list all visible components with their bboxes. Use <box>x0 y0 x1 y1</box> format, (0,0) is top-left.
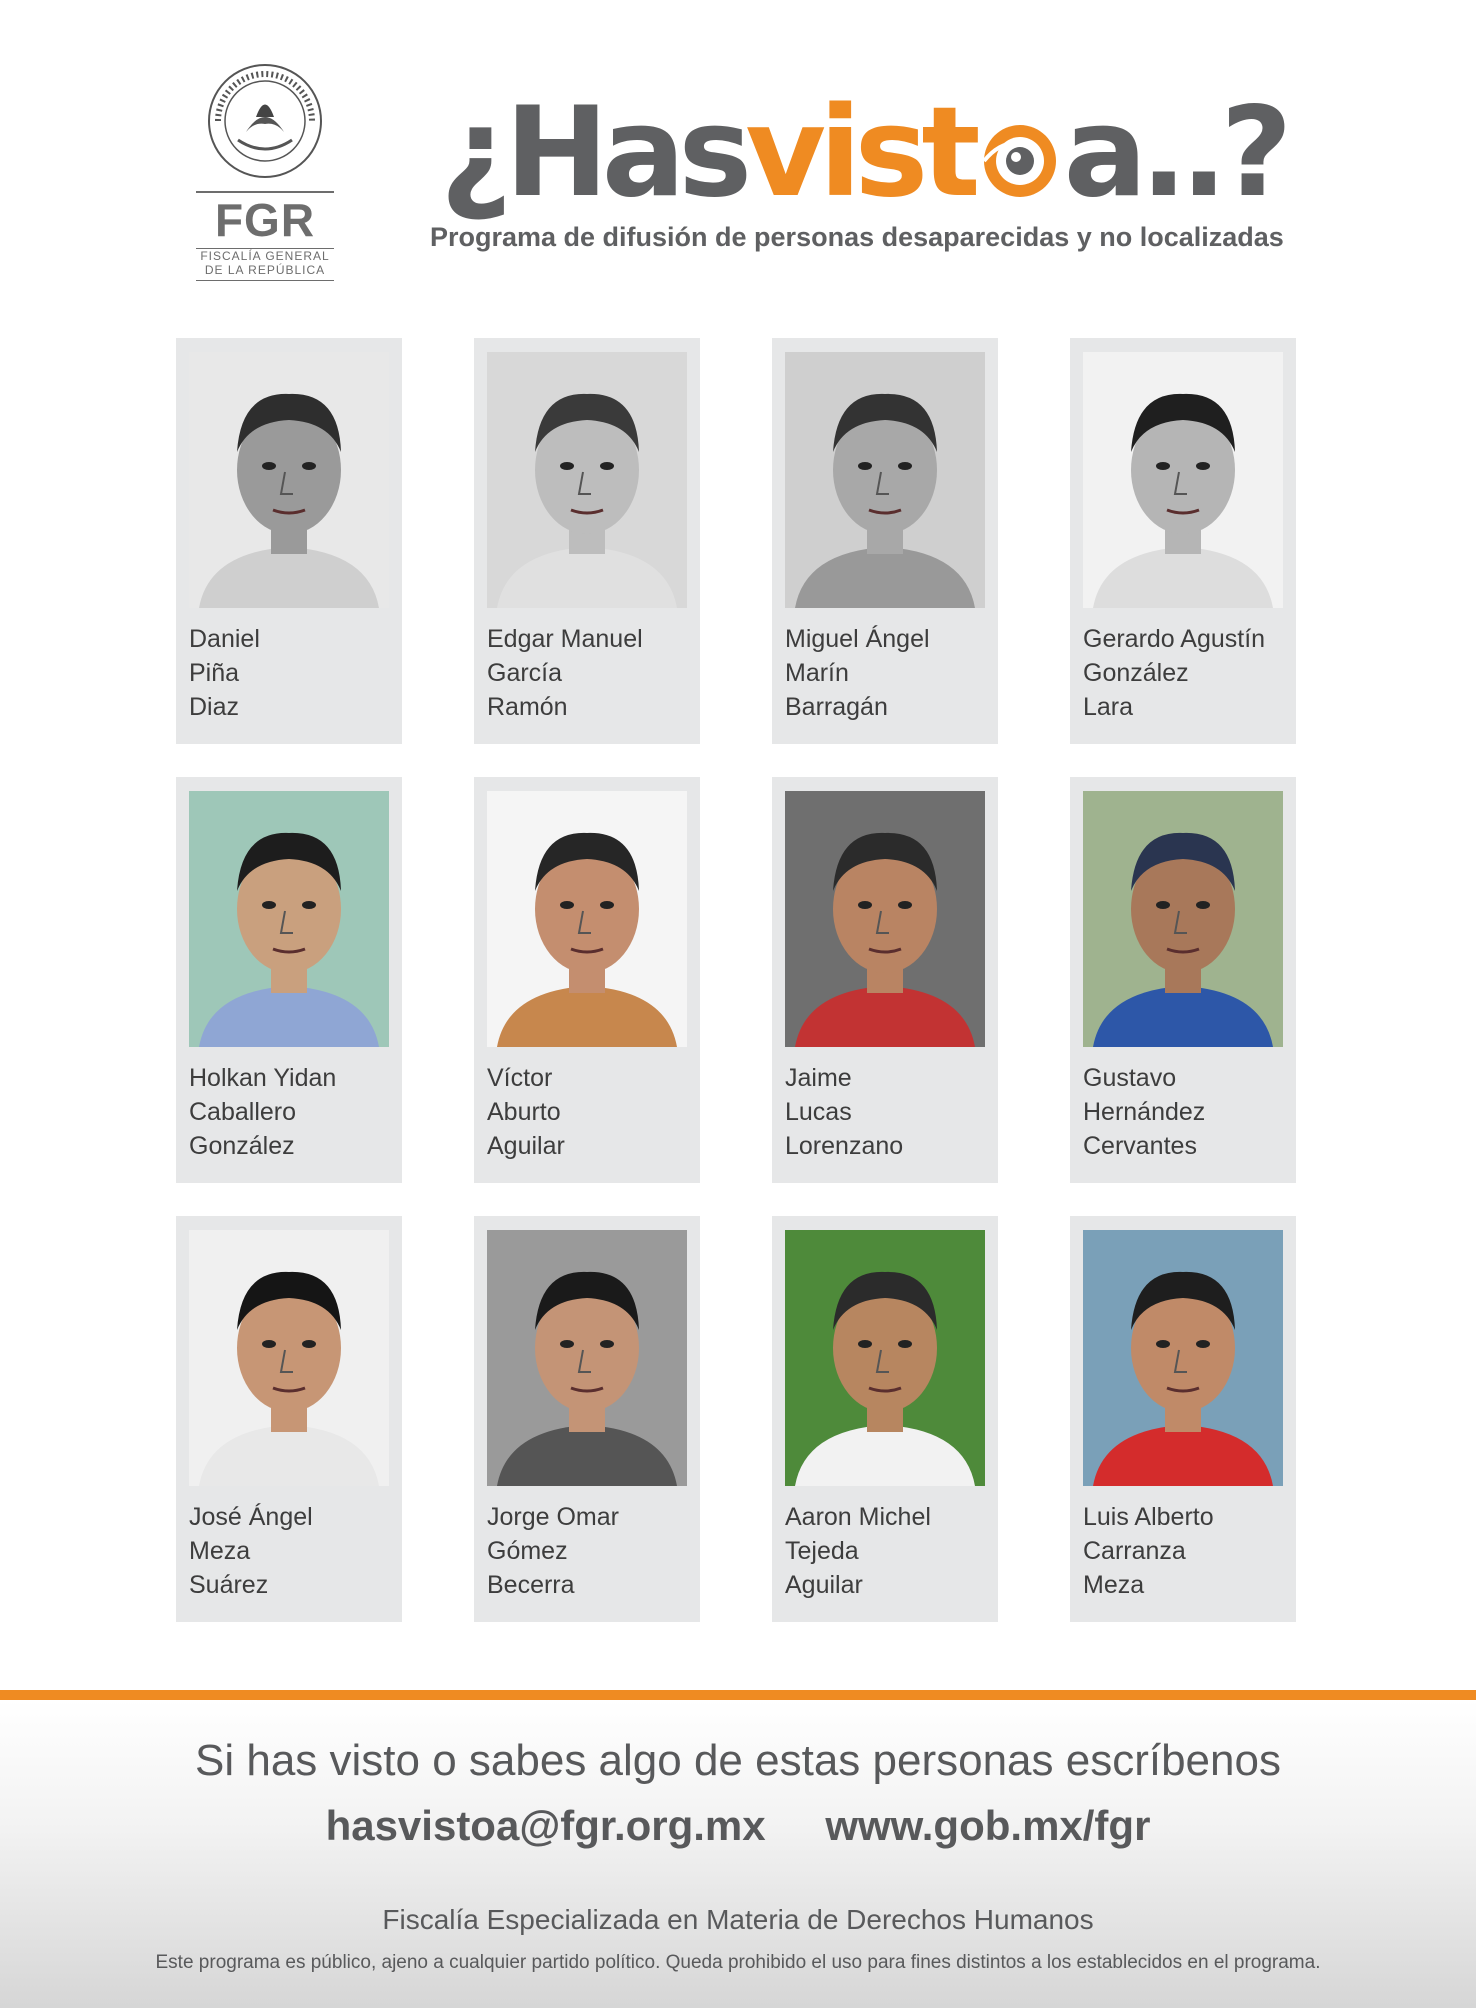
contact-website-link[interactable]: www.gob.mx/fgr <box>825 1802 1151 1849</box>
person-photo <box>1083 352 1283 608</box>
person-card <box>772 1216 998 1622</box>
person-name <box>785 1500 991 1602</box>
person-portrait <box>487 791 687 1047</box>
person-name <box>785 622 991 724</box>
person-card <box>474 777 700 1183</box>
person-name-last2: Ramón <box>487 693 568 721</box>
person-name-last2: Cervantes <box>1083 1132 1197 1160</box>
campaign-subtitle: Programa de difusión de personas desaparecidas y no localizadas <box>430 222 1284 252</box>
person-name-last2: Aguilar <box>487 1132 565 1160</box>
person-name <box>189 1500 395 1602</box>
person-portrait <box>189 1230 389 1486</box>
person-card <box>1070 777 1296 1183</box>
call-to-action: Si has visto o sabes algo de estas personas escríbenos <box>195 1736 1281 1785</box>
person-name-last1: Piña <box>189 659 240 687</box>
person-portrait <box>189 352 389 608</box>
person-portrait <box>189 791 389 1047</box>
person-name <box>1083 622 1289 724</box>
logo-line-2: DE LA REPÚBLICA <box>204 263 326 277</box>
person-portrait <box>785 791 985 1047</box>
logo-rule-top <box>196 191 334 193</box>
person-name <box>189 1061 395 1163</box>
person-photo <box>189 352 389 608</box>
national-seal-icon <box>206 62 324 180</box>
person-portrait <box>1083 791 1283 1047</box>
contact-email-link[interactable]: hasvistoa@fgr.org.mx <box>325 1802 766 1849</box>
person-name-last1: Gómez <box>487 1537 568 1565</box>
person-name-last1: Marín <box>785 659 849 687</box>
person-name-first: Gerardo Agustín <box>1083 625 1266 653</box>
person-name <box>785 1061 991 1163</box>
person-portrait <box>487 1230 687 1486</box>
person-photo <box>1083 791 1283 1047</box>
person-portrait <box>1083 352 1283 608</box>
person-name-last1: Hernández <box>1083 1098 1206 1126</box>
person-card <box>1070 1216 1296 1622</box>
person-name-last2: Barragán <box>785 693 888 721</box>
title-part-3: a..? <box>1063 81 1286 225</box>
person-portrait <box>487 352 687 608</box>
person-name-last2: Lara <box>1083 693 1134 721</box>
person-name-last2: Diaz <box>189 693 240 721</box>
person-name-last2: González <box>189 1132 295 1160</box>
person-name-last1: Tejeda <box>785 1537 859 1565</box>
person-photo <box>487 352 687 608</box>
person-name-last2: Meza <box>1083 1571 1145 1599</box>
person-name-last2: Becerra <box>487 1571 575 1599</box>
person-name-first: Holkan Yidan <box>189 1064 337 1092</box>
person-card <box>772 777 998 1183</box>
person-card <box>176 338 402 744</box>
person-name-first: Luis Alberto <box>1083 1503 1214 1531</box>
person-name-first: Aaron Michel <box>785 1503 931 1531</box>
person-name <box>1083 1061 1289 1163</box>
person-card <box>176 777 402 1183</box>
person-name-last1: Aburto <box>487 1098 561 1126</box>
disclaimer: Este programa es público, ajeno a cualquier partido político. Queda prohibido el uso para fines distintos a los establecidos en el programa. <box>155 1952 1321 1973</box>
person-name <box>1083 1500 1289 1602</box>
person-name-last1: Carranza <box>1083 1537 1186 1565</box>
person-photo <box>1083 1230 1283 1486</box>
person-portrait <box>1083 1230 1283 1486</box>
person-name-last1: González <box>1083 659 1189 687</box>
person-name <box>487 622 693 724</box>
contact-line <box>0 1802 1476 1850</box>
person-name-first: Víctor <box>487 1064 553 1092</box>
logo-acronym: FGR <box>214 194 316 246</box>
person-photo <box>785 1230 985 1486</box>
person-name-first: José Ángel <box>189 1503 313 1531</box>
person-photo <box>189 1230 389 1486</box>
person-name <box>487 1500 693 1602</box>
person-card <box>474 1216 700 1622</box>
person-name-first: Gustavo <box>1083 1064 1177 1092</box>
person-name-first: Daniel <box>189 625 260 653</box>
fgr-logo <box>190 62 340 282</box>
person-name-first: Jaime <box>785 1064 852 1092</box>
person-name-last2: Lorenzano <box>785 1132 904 1160</box>
person-photo <box>785 352 985 608</box>
logo-rule-bottom <box>196 280 334 281</box>
person-name-first: Jorge Omar <box>487 1503 619 1531</box>
title-part-1: ¿Has <box>440 81 746 225</box>
title-part-2: vist <box>745 81 974 225</box>
person-portrait <box>785 352 985 608</box>
eye-o-icon <box>980 121 1060 201</box>
footer-accent-bar <box>0 1690 1476 1700</box>
person-name-last2: Suárez <box>189 1571 269 1599</box>
footer <box>0 1700 1476 2008</box>
logo-line-1: FISCALÍA GENERAL <box>200 249 330 263</box>
person-name-first: Edgar Manuel <box>487 625 643 653</box>
person-name-last2: Aguilar <box>785 1571 863 1599</box>
person-portrait <box>785 1230 985 1486</box>
person-card <box>176 1216 402 1622</box>
office-name: Fiscalía Especializada en Materia de Derechos Humanos <box>382 1904 1094 1935</box>
person-name-last1: Caballero <box>189 1098 297 1126</box>
person-card <box>1070 338 1296 744</box>
person-photo <box>487 1230 687 1486</box>
person-card <box>474 338 700 744</box>
person-name <box>189 622 395 724</box>
person-name-last1: Lucas <box>785 1098 852 1126</box>
person-photo <box>487 791 687 1047</box>
person-name-last1: García <box>487 659 563 687</box>
person-name <box>487 1061 693 1163</box>
person-name-first: Miguel Ángel <box>785 625 930 653</box>
person-photo <box>785 791 985 1047</box>
person-card <box>772 338 998 744</box>
person-photo <box>189 791 389 1047</box>
person-name-last1: Meza <box>189 1537 251 1565</box>
